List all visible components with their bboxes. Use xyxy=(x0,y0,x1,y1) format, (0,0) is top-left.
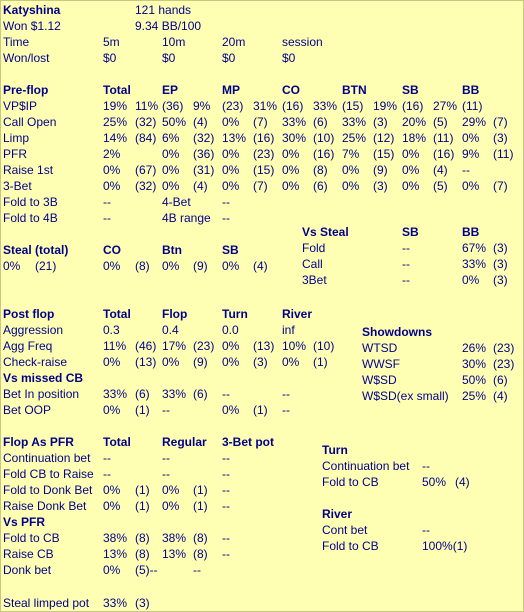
showdown-value: 50% xyxy=(462,373,487,387)
preflop-cell-value: 0% xyxy=(222,147,240,161)
river-fold-cb-label: Fold to CB xyxy=(322,539,379,553)
aggfreq-count: (46) xyxy=(135,339,157,353)
showdown-label: W$SD(ex small) xyxy=(362,389,449,403)
preflop-col-header: MP xyxy=(222,83,240,97)
bet-ip-value: 33% xyxy=(103,387,128,401)
showdowns-title: Showdowns xyxy=(362,325,432,339)
preflop-cell-count: (3) xyxy=(373,179,388,193)
flop-pfr-row-label: Fold CB to Raise xyxy=(3,467,94,481)
flop-pfr-cell: -- xyxy=(222,467,230,481)
preflop-cell-count: (9) xyxy=(373,163,388,177)
preflop-col-header: Total xyxy=(103,83,131,97)
flop-pfr-cell: 0% xyxy=(162,499,180,513)
preflop-row-label: Raise 1st xyxy=(3,163,54,177)
period-20m: 20m xyxy=(222,35,246,49)
preflop-cell-count: 33% xyxy=(313,99,338,113)
preflop-cell-value: 0% xyxy=(282,179,300,193)
bet-oop-value: -- xyxy=(162,403,170,417)
aggfreq-count: (13) xyxy=(253,339,275,353)
preflop-cell-count: (3) xyxy=(373,115,388,129)
preflop-cell-count: 19% xyxy=(373,99,398,113)
showdown-value: 26% xyxy=(462,341,487,355)
vs-pfr-cell: 38% xyxy=(103,531,128,545)
4bet-value: -- xyxy=(222,195,230,209)
preflop-cell-count: (11) xyxy=(433,131,454,145)
vs-pfr-cell: -- xyxy=(222,547,230,561)
showdown-count: (6) xyxy=(493,373,508,387)
preflop-cell-count: (32) xyxy=(193,131,215,145)
preflop-cell-value: 20% xyxy=(402,115,427,129)
preflop-cell-count: (84) xyxy=(135,131,157,145)
checkraise-value: 0% xyxy=(282,355,300,369)
showdown-label: WWSF xyxy=(362,357,400,371)
steal-limped-count: (3) xyxy=(135,596,150,610)
vs-steal-col-sb: SB xyxy=(402,225,419,239)
preflop-cell-count: (11) xyxy=(493,147,514,161)
steal-title: Steal (total) xyxy=(3,243,69,257)
checkraise-count: (9) xyxy=(193,355,208,369)
steal-limped-label: Steal limped pot xyxy=(3,596,90,610)
steal-value: 0% xyxy=(3,259,21,273)
vs-steal-row-label: Fold xyxy=(302,241,326,255)
preflop-cell-count: (67) xyxy=(135,163,157,177)
preflop-cell-value: 50% xyxy=(162,115,187,129)
preflop-cell-value: (11) xyxy=(462,99,483,113)
time-label: Time xyxy=(3,35,30,49)
bet-ip-value: 33% xyxy=(162,387,187,401)
preflop-cell-count: (10) xyxy=(313,131,335,145)
bet-ip-label: Bet In position xyxy=(3,387,80,401)
vs-steal-bb-value: 33% xyxy=(462,257,487,271)
postflop-col-header: Flop xyxy=(162,307,188,321)
preflop-cell-value: 18% xyxy=(402,131,427,145)
river-fold-cb-value: 100%(1) xyxy=(422,539,468,553)
checkraise-value: 0% xyxy=(162,355,180,369)
turn-fold-cb-count: (4) xyxy=(455,475,470,489)
preflop-cell-value: 14% xyxy=(103,131,128,145)
flop-pfr-cell: -- xyxy=(222,483,230,497)
vs-steal-sb-value: -- xyxy=(402,273,410,287)
postflop-col-header: River xyxy=(282,307,313,321)
preflop-cell-value: 7% xyxy=(342,147,360,161)
preflop-cell-value: 0% xyxy=(402,147,420,161)
flop-pfr-cell: 0% xyxy=(103,483,121,497)
flop-pfr-row-label: Continuation bet xyxy=(3,451,91,465)
vs-pfr-cell: (8) xyxy=(193,531,208,545)
preflop-cell-value: 30% xyxy=(282,131,307,145)
vs-steal-bb-value: 67% xyxy=(462,241,487,255)
vs-pfr-cell: 13% xyxy=(103,547,128,561)
preflop-cell-count: (6) xyxy=(313,115,328,129)
wonlost-value: $0 xyxy=(282,51,296,65)
postflop-title: Post flop xyxy=(3,307,55,321)
preflop-cell-value: 0% xyxy=(462,179,480,193)
preflop-col-header: EP xyxy=(162,83,179,97)
vs-pfr-cell: (8) xyxy=(135,531,150,545)
preflop-cell-count: 9% xyxy=(193,99,211,113)
bet-oop-value: -- xyxy=(282,403,290,417)
steal-value: 0% xyxy=(222,259,240,273)
preflop-col-header: BTN xyxy=(342,83,367,97)
river-title: River xyxy=(322,507,353,521)
river-cbet-label: Cont bet xyxy=(322,523,368,537)
preflop-cell-value: 19% xyxy=(103,99,128,113)
bet-oop-count: (1) xyxy=(253,403,268,417)
preflop-cell-value: 0% xyxy=(222,163,240,177)
vs-pfr-cell: (8) xyxy=(193,547,208,561)
vs-pfr-cell: 0% xyxy=(103,563,121,577)
flop-pfr-col-header: 3-Bet pot xyxy=(222,435,274,449)
vs-steal-col-bb: BB xyxy=(462,225,480,239)
4b-range-label: 4B range xyxy=(162,211,211,225)
preflop-cell-value: 13% xyxy=(222,131,247,145)
wonlost-value: $0 xyxy=(103,51,117,65)
flop-pfr-title: Flop As PFR xyxy=(3,435,74,449)
vs-steal-sb-value: -- xyxy=(402,241,410,255)
wonlost-label: Won/lost xyxy=(3,51,50,65)
preflop-cell-count: (6) xyxy=(313,179,328,193)
bet-ip-count: (6) xyxy=(193,387,208,401)
period-session: session xyxy=(282,35,323,49)
flop-pfr-cell: (1) xyxy=(193,499,208,513)
flop-pfr-cell: (1) xyxy=(193,483,208,497)
preflop-col-header: SB xyxy=(402,83,419,97)
preflop-cell-count: (8) xyxy=(313,163,328,177)
aggfreq-label: Agg Freq xyxy=(3,339,53,353)
preflop-cell-value: (23) xyxy=(222,99,244,113)
aggression-value: 0.0 xyxy=(222,323,239,337)
preflop-title: Pre-flop xyxy=(3,83,49,97)
showdown-count: (23) xyxy=(493,341,515,355)
steal-col-header: SB xyxy=(222,243,239,257)
steal-count: (9) xyxy=(193,259,208,273)
flop-pfr-cell: -- xyxy=(103,451,111,465)
showdown-label: W$SD xyxy=(362,373,397,387)
preflop-cell-count: (7) xyxy=(493,115,508,129)
flop-pfr-col-header: Total xyxy=(103,435,131,449)
preflop-cell-value: 0% xyxy=(402,163,420,177)
flop-pfr-row-label: Raise Donk Bet xyxy=(3,499,87,513)
bet-ip-value: -- xyxy=(282,387,290,401)
preflop-cell-value: 33% xyxy=(282,115,307,129)
steal-limped-value: 33% xyxy=(103,596,128,610)
fold-to-4b-label: Fold to 4B xyxy=(3,211,58,225)
preflop-cell-count: (23) xyxy=(253,147,275,161)
preflop-cell-value: 0% xyxy=(162,147,180,161)
vs-pfr-cell: -- xyxy=(222,531,230,545)
preflop-cell-count: 31% xyxy=(253,99,278,113)
steal-count: (21) xyxy=(35,259,57,273)
preflop-row-label: PFR xyxy=(3,147,27,161)
bet-oop-value: 0% xyxy=(222,403,240,417)
preflop-cell-count: (36) xyxy=(193,147,215,161)
preflop-cell-value: 0% xyxy=(462,131,480,145)
checkraise-value: 0% xyxy=(103,355,121,369)
vs-steal-sb-value: -- xyxy=(402,257,410,271)
preflop-cell-count: 11% xyxy=(135,99,159,113)
preflop-cell-value: -- xyxy=(462,163,470,177)
preflop-cell-value: 6% xyxy=(162,131,180,145)
checkraise-value: 0% xyxy=(222,355,240,369)
aggfreq-count: (10) xyxy=(313,339,335,353)
vs-steal-bb-count: (3) xyxy=(493,241,508,255)
vs-pfr-title: Vs PFR xyxy=(3,515,46,529)
showdown-value: 25% xyxy=(462,389,487,403)
hands-count: 121 hands xyxy=(135,3,192,17)
preflop-cell-value: 0% xyxy=(162,163,180,177)
preflop-cell-value: 29% xyxy=(462,115,487,129)
preflop-row-label: VP$IP xyxy=(3,99,38,113)
preflop-cell-count: (16) xyxy=(313,147,335,161)
turn-cbet-label: Continuation bet xyxy=(322,459,410,473)
preflop-cell-count: (16) xyxy=(253,131,275,145)
preflop-cell-value: 0% xyxy=(103,163,121,177)
preflop-row-label: Call Open xyxy=(3,115,57,129)
postflop-col-header: Turn xyxy=(222,307,248,321)
flop-pfr-cell: -- xyxy=(162,467,170,481)
turn-fold-cb-label: Fold to CB xyxy=(322,475,379,489)
aggfreq-value: 10% xyxy=(282,339,307,353)
preflop-cell-count: (7) xyxy=(493,179,508,193)
wonlost-value: $0 xyxy=(222,51,236,65)
fold-to-3b-value: -- xyxy=(103,195,111,209)
preflop-cell-count: 27% xyxy=(433,99,458,113)
preflop-cell-value: 25% xyxy=(342,131,367,145)
preflop-col-header: CO xyxy=(282,83,300,97)
preflop-cell-count: (12) xyxy=(373,131,395,145)
preflop-cell-count: (15) xyxy=(373,147,395,161)
preflop-cell-value: (16) xyxy=(282,99,304,113)
period-10m: 10m xyxy=(162,35,186,49)
steal-count: (4) xyxy=(253,259,268,273)
checkraise-label: Check-raise xyxy=(3,355,68,369)
preflop-cell-count: (3) xyxy=(493,131,508,145)
flop-pfr-cell: (1) xyxy=(135,499,150,513)
bb-per-100: 9.34 BB/100 xyxy=(135,19,202,33)
preflop-row-label: 3-Bet xyxy=(3,179,32,193)
vs-pfr-cell: 38% xyxy=(162,531,187,545)
aggfreq-count: (23) xyxy=(193,339,215,353)
fold-to-4b-value: -- xyxy=(103,211,111,225)
bet-ip-value: -- xyxy=(222,387,230,401)
flop-pfr-cell: -- xyxy=(222,451,230,465)
preflop-cell-count: (7) xyxy=(253,115,268,129)
showdown-count: (23) xyxy=(493,357,515,371)
bet-oop-count: (1) xyxy=(135,403,150,417)
preflop-cell-count: (32) xyxy=(135,115,157,129)
flop-pfr-cell: -- xyxy=(103,467,111,481)
bet-ip-count: (6) xyxy=(135,387,150,401)
aggression-label: Aggression xyxy=(3,323,64,337)
preflop-col-header: BB xyxy=(462,83,480,97)
steal-col-header: CO xyxy=(103,243,121,257)
vs-steal-row-label: Call xyxy=(302,257,323,271)
flop-pfr-col-header: Regular xyxy=(162,435,207,449)
preflop-row-label: Limp xyxy=(3,131,30,145)
player-name: Katyshina xyxy=(3,3,61,17)
turn-cbet-value: -- xyxy=(422,459,430,473)
preflop-cell-value: (16) xyxy=(402,99,424,113)
aggfreq-value: 17% xyxy=(162,339,187,353)
flop-pfr-cell: 0% xyxy=(162,483,180,497)
preflop-cell-value: 9% xyxy=(462,147,480,161)
preflop-cell-count: (5) xyxy=(433,115,448,129)
preflop-cell-count: (4) xyxy=(193,179,208,193)
vs-steal-bb-count: (3) xyxy=(493,257,508,271)
vs-steal-title: Vs Steal xyxy=(302,225,349,239)
vs-pfr-cell: (8) xyxy=(135,547,150,561)
steal-count: (8) xyxy=(135,259,150,273)
preflop-cell-value: 0% xyxy=(342,179,360,193)
bet-oop-label: Bet OOP xyxy=(3,403,52,417)
preflop-cell-value: 0% xyxy=(402,179,420,193)
preflop-cell-count: (31) xyxy=(193,163,215,177)
vs-pfr-cell: -- xyxy=(193,563,201,577)
checkraise-count: (1) xyxy=(313,355,328,369)
vs-steal-bb-count: (3) xyxy=(493,273,508,287)
checkraise-count: (3) xyxy=(253,355,268,369)
preflop-cell-value: 2% xyxy=(103,147,121,161)
flop-pfr-cell: -- xyxy=(162,451,170,465)
aggression-value: 0.3 xyxy=(103,323,120,337)
preflop-cell-value: 25% xyxy=(103,115,128,129)
preflop-cell-count: (16) xyxy=(433,147,455,161)
preflop-cell-value: 0% xyxy=(342,163,360,177)
turn-fold-cb-value: 50% xyxy=(422,475,447,489)
period-5m: 5m xyxy=(103,35,120,49)
aggfreq-value: 0% xyxy=(222,339,240,353)
flop-pfr-cell: 0% xyxy=(103,499,121,513)
preflop-cell-count: (4) xyxy=(433,163,448,177)
preflop-cell-value: 0% xyxy=(103,179,121,193)
4b-range-value: -- xyxy=(222,211,230,225)
vs-pfr-cell: 13% xyxy=(162,547,187,561)
fold-to-3b-label: Fold to 3B xyxy=(3,195,58,209)
steal-value: 0% xyxy=(162,259,180,273)
vs-pfr-row-label: Raise CB xyxy=(3,547,54,561)
aggression-value: inf xyxy=(282,323,295,337)
preflop-cell-count: (5) xyxy=(433,179,448,193)
vs-steal-row-label: 3Bet xyxy=(302,273,327,287)
vs-missed-cb-title: Vs missed CB xyxy=(3,371,84,385)
vs-steal-bb-value: 0% xyxy=(462,273,480,287)
checkraise-count: (13) xyxy=(135,355,157,369)
preflop-cell-count: (4) xyxy=(193,115,208,129)
showdown-label: WTSD xyxy=(362,341,398,355)
showdown-count: (4) xyxy=(493,389,508,403)
won-amount: Won $1.12 xyxy=(3,19,61,33)
preflop-cell-value: 0% xyxy=(222,179,240,193)
preflop-cell-count: (7) xyxy=(253,179,268,193)
postflop-col-header: Total xyxy=(103,307,131,321)
preflop-cell-value: (15) xyxy=(342,99,364,113)
preflop-cell-value: 0% xyxy=(282,147,300,161)
preflop-cell-value: 33% xyxy=(342,115,367,129)
preflop-cell-value: 0% xyxy=(222,115,240,129)
wonlost-value: $0 xyxy=(162,51,176,65)
showdown-value: 30% xyxy=(462,357,487,371)
aggfreq-value: 11% xyxy=(103,339,127,353)
vs-pfr-cell: (5)-- xyxy=(135,563,158,577)
preflop-cell-value: 0% xyxy=(162,179,180,193)
preflop-cell-count: (32) xyxy=(135,179,157,193)
flop-pfr-cell: -- xyxy=(222,499,230,513)
4bet-label: 4-Bet xyxy=(162,195,191,209)
flop-pfr-row-label: Fold to Donk Bet xyxy=(3,483,93,497)
steal-col-header: Btn xyxy=(162,243,182,257)
vs-pfr-row-label: Fold to CB xyxy=(3,531,60,545)
preflop-cell-count: (15) xyxy=(253,163,275,177)
bet-oop-value: 0% xyxy=(103,403,121,417)
preflop-cell-value: 0% xyxy=(282,163,300,177)
preflop-cell-value: (36) xyxy=(162,99,184,113)
vs-pfr-row-label: Donk bet xyxy=(3,563,52,577)
flop-pfr-cell: (1) xyxy=(135,483,150,497)
aggression-value: 0.4 xyxy=(162,323,179,337)
steal-value: 0% xyxy=(103,259,121,273)
river-cbet-value: -- xyxy=(422,523,430,537)
turn-title: Turn xyxy=(322,443,348,457)
